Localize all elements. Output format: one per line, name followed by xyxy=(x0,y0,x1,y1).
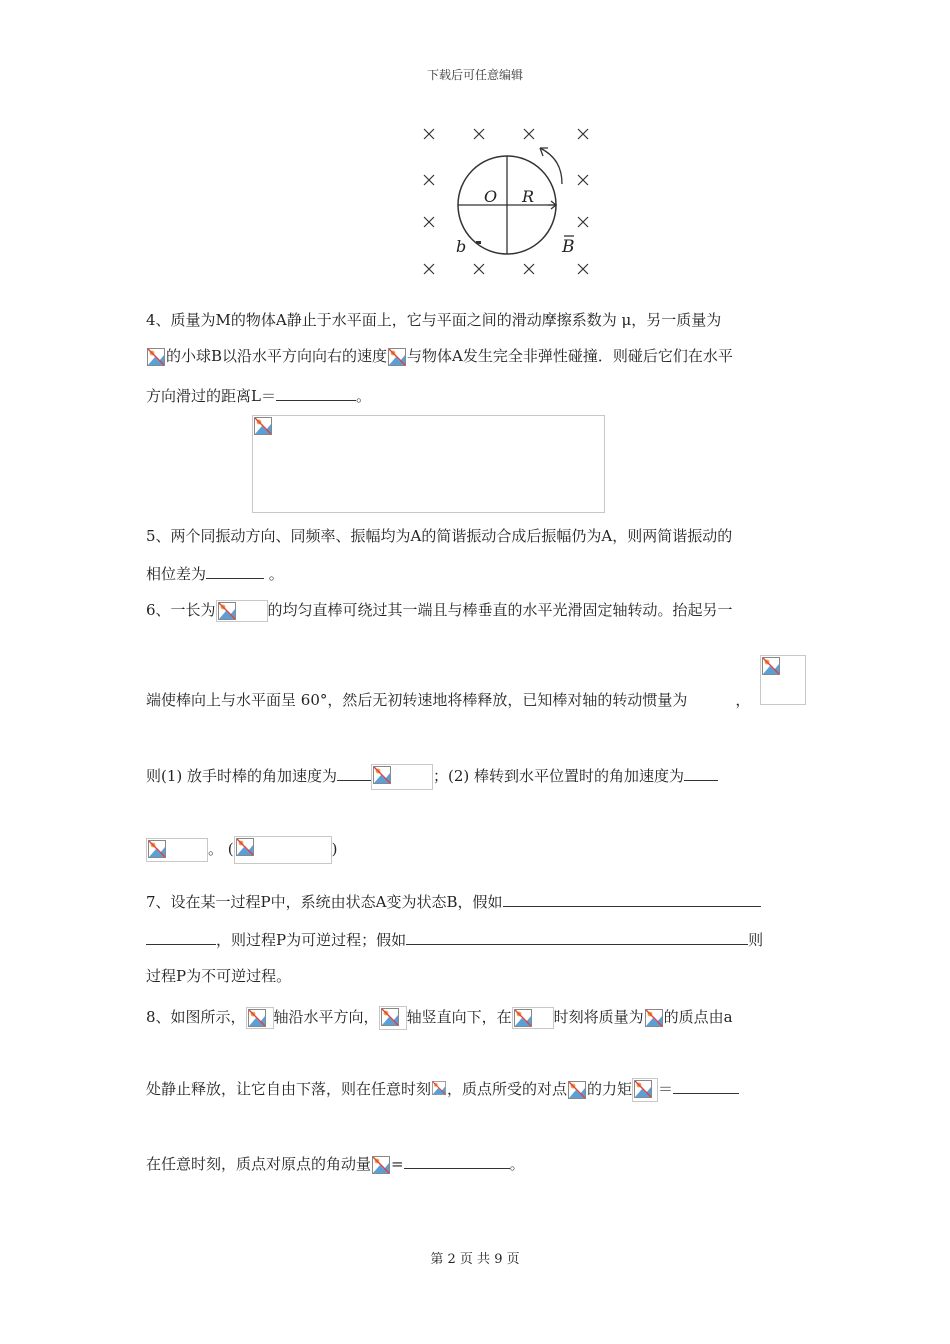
formula-image-icon xyxy=(146,347,166,367)
q6-line4: 。 ( ) xyxy=(146,836,337,864)
image-placeholder-icon xyxy=(373,766,391,784)
answer-blank xyxy=(206,564,264,579)
image-placeholder-icon xyxy=(254,417,272,435)
image-placeholder-icon xyxy=(762,657,780,675)
page-header: 下载后可任意编辑 xyxy=(426,68,523,82)
image-placeholder-icon xyxy=(148,840,166,858)
formula-image-icon xyxy=(644,1008,664,1028)
image-placeholder-icon xyxy=(514,1009,532,1027)
image-placeholder-icon xyxy=(248,1009,266,1027)
label-radius-r: R xyxy=(522,187,535,206)
q8-line2: 处静止释放，让它自由下落，则在任意时刻 ，质点所受的对点 的力矩 ＝ xyxy=(146,1078,739,1102)
q8-line1: 8、如图所示， 轴沿水平方向， 轴竖直向下，在 时刻将质量为 的质点由a xyxy=(146,1006,733,1030)
q6-line1: 6、一长为 的均匀直棒可绕过其一端且与棒垂直的水平光滑固定轴转动。抬起另一 xyxy=(146,600,733,622)
image-placeholder-icon xyxy=(218,602,236,620)
label-point-b: b xyxy=(456,237,467,256)
q4-line3: 方向滑过的距离L＝ 。 xyxy=(146,387,371,405)
q4-line2: 的小球B以沿水平方向向右的速度 与物体A发生完全非弹性碰撞．则碰后它们在水平 xyxy=(146,346,733,367)
q5-line1: 5、两个同振动方向、同频率、振幅均为A的简谐振动合成后振幅仍为A，则两简谐振动的 xyxy=(146,527,733,545)
q4-line1: 4、质量为M的物体A静止于水平面上，它与平面之间的滑动摩擦系数为 μ，另一质量为 xyxy=(146,311,722,329)
q6-line3: 则(1) 放手时棒的角加速度为 ；(2) 棒转到水平位置时的角加速度为 xyxy=(146,764,718,790)
answer-blank xyxy=(404,1154,510,1169)
formula-image-icon xyxy=(371,1155,391,1175)
magnetic-field-figure xyxy=(410,120,610,285)
formula-image-box xyxy=(216,600,268,622)
answer-blank xyxy=(673,1079,739,1094)
q7-line3: 过程P为不可逆过程。 xyxy=(146,967,292,985)
rotation-arrow xyxy=(540,148,562,184)
answer-blank xyxy=(406,930,748,945)
formula-image-box xyxy=(246,1007,274,1029)
formula-image-box xyxy=(512,1007,554,1029)
q6-line2: 端使棒向上与水平面呈 60°，然后无初转速地将棒释放，已知棒对轴的转动惯量为 ， xyxy=(146,691,751,709)
image-placeholder-icon xyxy=(381,1008,399,1026)
formula-image-box xyxy=(379,1006,407,1030)
answer-blank xyxy=(503,892,761,907)
formula-image-icon xyxy=(431,1080,447,1100)
formula-image-box xyxy=(234,836,332,864)
answer-image-box xyxy=(252,415,605,513)
label-field-b: B xyxy=(562,237,575,257)
formula-image-icon xyxy=(567,1080,587,1100)
answer-blank xyxy=(684,766,718,781)
q7-line2: ，则过程P为可逆过程；假如 则 xyxy=(146,930,763,950)
formula-image-icon xyxy=(387,347,407,367)
q7-line1: 7、设在某一过程P中，系统由状态A变为状态B，假如 xyxy=(146,892,761,912)
answer-blank xyxy=(276,386,356,401)
label-center-o: O xyxy=(484,187,498,206)
q8-line3: 在任意时刻，质点对原点的角动量 = 。 xyxy=(146,1155,525,1173)
formula-image-box xyxy=(760,655,806,705)
formula-image-box xyxy=(632,1078,658,1102)
formula-image-box xyxy=(371,764,433,790)
page-footer: 第 2 页 共 9 页 xyxy=(430,1252,520,1267)
answer-blank xyxy=(337,766,371,781)
answer-blank xyxy=(146,930,216,945)
image-placeholder-icon xyxy=(236,838,254,856)
q5-line2: 相位差为 。 xyxy=(146,565,284,583)
image-placeholder-icon xyxy=(634,1080,652,1098)
formula-image-box xyxy=(146,838,208,862)
